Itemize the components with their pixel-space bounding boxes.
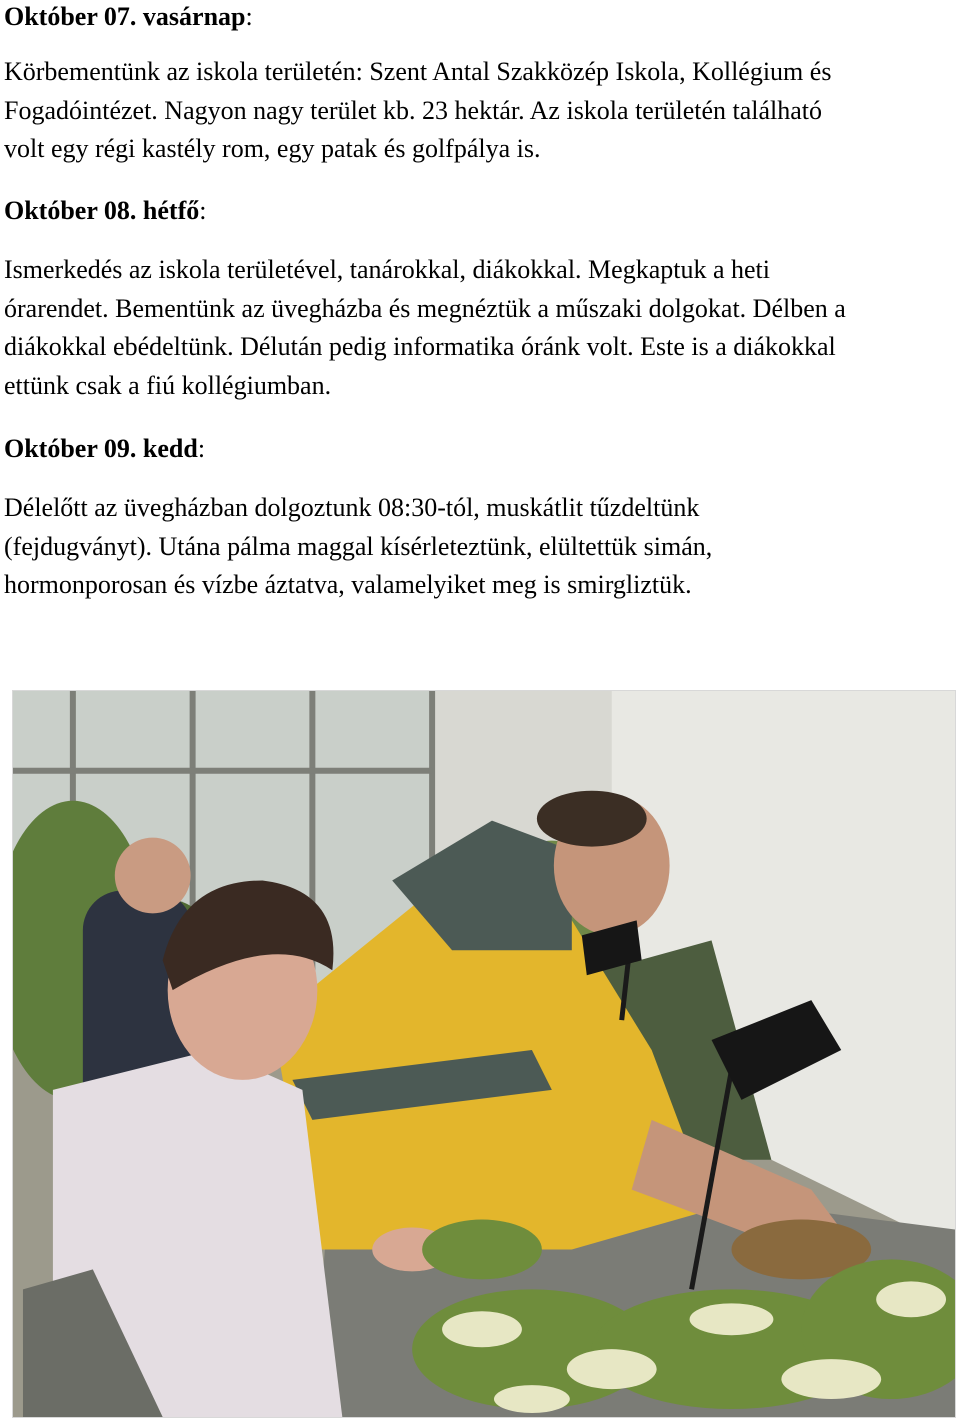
paragraph-line: hormonporosan és vízbe áztatva, valamelyiket meg is smirgliztük.: [4, 570, 692, 599]
heading-colon: :: [197, 434, 206, 463]
heading-weekday: hétfő: [142, 196, 200, 225]
greenhouse-photo: [12, 690, 956, 1418]
paragraph-line: Körbementünk az iskola területén: Szent Antal Szakközép Iskola, Kollégium és: [4, 57, 832, 86]
paragraph-line: Délelőtt az üvegházban dolgoztunk 08:30-tól, muskátlit tűzdeltünk: [4, 493, 700, 522]
day-heading-oct-09: [4, 434, 205, 464]
heading-date: Október 09.: [4, 434, 137, 463]
day-paragraph-oct-07: [4, 53, 831, 169]
greenhouse-photo-image: [13, 691, 955, 1417]
heading-date: Október 08.: [4, 196, 137, 225]
day-heading-oct-07: [4, 2, 253, 32]
day-paragraph-oct-08: [4, 251, 846, 405]
day-paragraph-oct-09: [4, 489, 712, 605]
paragraph-line: ettünk csak a fiú kollégiumban.: [4, 370, 332, 400]
paragraph-line: volt egy régi kastély rom, egy patak és golfpálya is.: [4, 134, 541, 163]
heading-date: Október 07.: [4, 2, 137, 31]
heading-weekday: kedd: [142, 434, 198, 463]
paragraph-line: Fogadóintézet. Nagyon nagy terület kb. 23 hektár. Az iskola területén található: [4, 95, 823, 125]
paragraph-line: (fejdugványt). Utána pálma maggal kísérleteztünk, elültettük simán,: [4, 531, 713, 561]
paragraph-line: Ismerkedés az iskola területével, tanárokkal, diákokkal. Megkaptuk a heti: [4, 255, 770, 284]
paragraph-line: diákokkal ebédeltünk. Délután pedig informatika óránk volt. Este is a diákokkal: [4, 332, 836, 361]
paragraph-line: órarendet. Bementünk az üvegházba és megnéztük a műszaki dolgokat. Délben a: [4, 293, 846, 323]
heading-weekday: vasárnap: [142, 2, 246, 31]
heading-colon: :: [245, 2, 253, 31]
heading-colon: :: [199, 196, 207, 225]
day-heading-oct-08: [4, 196, 206, 226]
